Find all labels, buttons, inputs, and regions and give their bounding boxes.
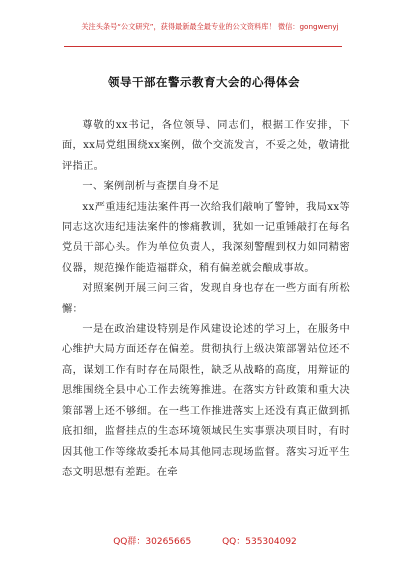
- footer-qq-group: QQ群：30265665: [113, 537, 192, 547]
- header-divider: [64, 46, 342, 47]
- footer-contacts: [60, 536, 350, 548]
- body-paragraph-2: 对照案例开展三问三省，发现自身也存在一些方面有所松懈：: [62, 283, 350, 315]
- header-notice: 关注头条号“公文研究”，获得最新最全最专业的公文资料库！ 微信：gongwenyj: [81, 22, 339, 31]
- document-body: [62, 116, 350, 483]
- footer-qq: QQ：535304092: [222, 537, 297, 547]
- section-heading: 一、案例剖析与查摆自身不足: [82, 181, 220, 193]
- body-paragraph-3: 一是在政治建设特别是作风建设论述的学习上，在服务中心维护大局方面还存在偏差。贯彻执行上级决策部署站位还不高，谋划工作有时存在局限性，缺乏从战略的高度，用辩证的思维围绕全县中心工作去统筹推进。在落实方针政策和重大决策部署上还不够细。在一些工作推进落实上还没有真正做到抓底扣细，监督挂点的生态环境领域民生实事票决项目时，有时因其他工作等缘故委托本局其他同志现场监督。落实习近平生态文明思想有差距。在牵: [62, 324, 350, 478]
- document-title: 领导干部在警示教育大会的心得体会: [108, 75, 300, 89]
- greeting-paragraph: 尊敬的xx书记，各位领导、同志们，根据工作安排，下面，xx局党组围绕xx案例，做个交流发言，不妥之处，敬请批评指正。: [62, 120, 350, 172]
- body-paragraph-1: xx严重违纪违法案件再一次给我们敲响了警钟，我局xx等同志这次违纪违法案件的惨痛教训，犹如一记重锤敲打在每名党员干部心头。作为单位负责人，我深刻警醒到权力如同精密仪器，规范操作能造福群众，稍有偏差就会酿成事故。: [62, 201, 350, 274]
